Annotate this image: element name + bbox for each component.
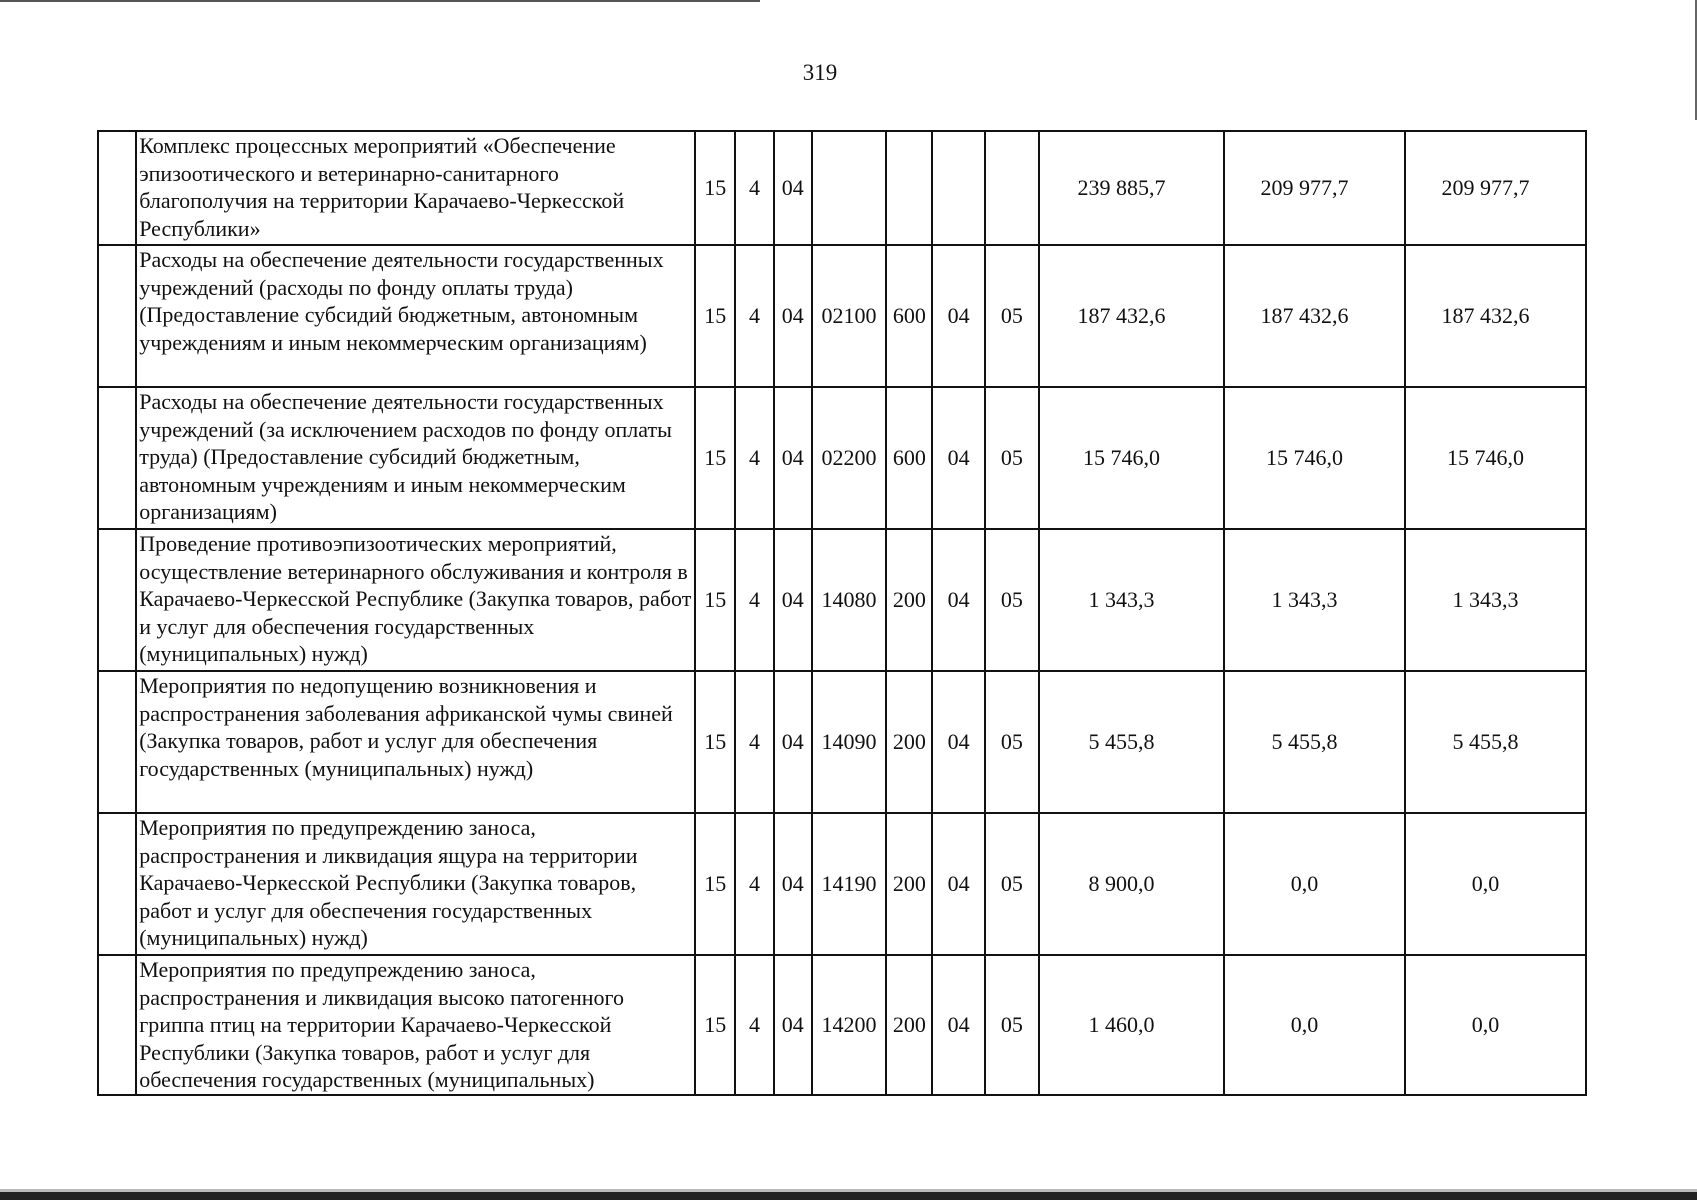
- section-cell: 04: [932, 529, 984, 671]
- table-row: [98, 955, 1586, 1095]
- subprogram-code-cell: 04: [774, 955, 812, 1095]
- expense-type-cell: 200: [886, 813, 932, 955]
- amount-year-2-cell: 0,0: [1224, 813, 1405, 955]
- expense-type-cell: 600: [886, 245, 932, 387]
- direction-code-cell: [812, 131, 886, 245]
- amount-year-3-cell: 15 746,0: [1405, 387, 1586, 529]
- amount-year-2-cell: 0,0: [1224, 955, 1405, 1095]
- subsection-cell: 05: [985, 955, 1039, 1095]
- amount-year-3-cell: 187 432,6: [1405, 245, 1586, 387]
- table-row: [98, 529, 1586, 671]
- amount-year-1-cell: 239 885,7: [1039, 131, 1224, 245]
- ministry-code-cell: 15: [695, 671, 735, 813]
- expense-type-cell: 200: [886, 671, 932, 813]
- amount-year-2-cell: 209 977,7: [1224, 131, 1405, 245]
- page-number: 319: [802, 60, 838, 85]
- ministry-code-cell: 15: [695, 813, 735, 955]
- description-cell: Мероприятия по предупреждению заноса, распространения и ликвидация высоко патогенного гриппа птиц на территории Карачаево-Черкесской Республики (Закупка товаров, работ и услуг для обеспечения государственных (муниципальных): [136, 955, 695, 1095]
- direction-code-cell: 14190: [812, 813, 886, 955]
- subsection-cell: 05: [985, 813, 1039, 955]
- section-cell: 04: [932, 671, 984, 813]
- amount-year-3-cell: 0,0: [1405, 955, 1586, 1095]
- scan-edge-bottom: [0, 1192, 1697, 1200]
- description-cell: Расходы на обеспечение деятельности государственных учреждений (за исключением расходов по фонду оплаты труда) (Предоставление субсидий бюджетным, автономным учреждениям и иным некоммерческим организациям): [136, 387, 695, 529]
- table-row: [98, 387, 1586, 529]
- amount-year-1-cell: 15 746,0: [1039, 387, 1224, 529]
- table-row: [98, 245, 1586, 387]
- description-cell: Мероприятия по недопущению возникновения и распространения заболевания африканской чумы свиней (Закупка товаров, работ и услуг для обеспечения государственных (муниципальных) нужд): [136, 671, 695, 813]
- table-row: [98, 813, 1586, 955]
- program-code-cell: 4: [735, 245, 773, 387]
- amount-year-2-cell: 187 432,6: [1224, 245, 1405, 387]
- program-code-cell: 4: [735, 387, 773, 529]
- subprogram-code-cell: 04: [774, 245, 812, 387]
- amount-year-3-cell: 5 455,8: [1405, 671, 1586, 813]
- row-number-cell: [98, 245, 136, 387]
- program-code-cell: 4: [735, 131, 773, 245]
- program-code-cell: 4: [735, 671, 773, 813]
- ministry-code-cell: 15: [695, 529, 735, 671]
- section-cell: 04: [932, 813, 984, 955]
- program-code-cell: 4: [735, 813, 773, 955]
- amount-year-1-cell: 8 900,0: [1039, 813, 1224, 955]
- description-cell: Комплекс процессных мероприятий «Обеспечение эпизоотического и ветеринарно-санитарного благополучия на территории Карачаево-Черкесской Республики»: [136, 131, 695, 245]
- amount-year-1-cell: 1 343,3: [1039, 529, 1224, 671]
- amount-year-1-cell: 187 432,6: [1039, 245, 1224, 387]
- amount-year-2-cell: 1 343,3: [1224, 529, 1405, 671]
- ministry-code-cell: 15: [695, 387, 735, 529]
- table-row: [98, 671, 1586, 813]
- amount-year-3-cell: 0,0: [1405, 813, 1586, 955]
- program-code-cell: 4: [735, 955, 773, 1095]
- subsection-cell: 05: [985, 529, 1039, 671]
- subprogram-code-cell: 04: [774, 813, 812, 955]
- budget-table: [97, 130, 1587, 1096]
- ministry-code-cell: 15: [695, 245, 735, 387]
- ministry-code-cell: 15: [695, 955, 735, 1095]
- expense-type-cell: 200: [886, 955, 932, 1095]
- direction-code-cell: 02100: [812, 245, 886, 387]
- row-number-cell: [98, 529, 136, 671]
- direction-code-cell: 02200: [812, 387, 886, 529]
- direction-code-cell: 14200: [812, 955, 886, 1095]
- direction-code-cell: 14090: [812, 671, 886, 813]
- subsection-cell: [985, 131, 1039, 245]
- row-number-cell: [98, 813, 136, 955]
- amount-year-3-cell: 1 343,3: [1405, 529, 1586, 671]
- expense-type-cell: 600: [886, 387, 932, 529]
- row-number-cell: [98, 955, 136, 1095]
- amount-year-1-cell: 5 455,8: [1039, 671, 1224, 813]
- amount-year-3-cell: 209 977,7: [1405, 131, 1586, 245]
- direction-code-cell: 14080: [812, 529, 886, 671]
- amount-year-1-cell: 1 460,0: [1039, 955, 1224, 1095]
- amount-year-2-cell: 5 455,8: [1224, 671, 1405, 813]
- subprogram-code-cell: 04: [774, 387, 812, 529]
- section-cell: 04: [932, 955, 984, 1095]
- ministry-code-cell: 15: [695, 131, 735, 245]
- amount-year-2-cell: 15 746,0: [1224, 387, 1405, 529]
- expense-type-cell: 200: [886, 529, 932, 671]
- section-cell: [932, 131, 984, 245]
- scan-edge-top: [0, 0, 760, 2]
- subsection-cell: 05: [985, 387, 1039, 529]
- table-row: [98, 131, 1586, 245]
- subprogram-code-cell: 04: [774, 131, 812, 245]
- expense-type-cell: [886, 131, 932, 245]
- section-cell: 04: [932, 245, 984, 387]
- description-cell: Расходы на обеспечение деятельности государственных учреждений (расходы по фонду оплаты труда) (Предоставление субсидий бюджетным, автономным учреждениям и иным некоммерческим организациям): [136, 245, 695, 387]
- section-cell: 04: [932, 387, 984, 529]
- subsection-cell: 05: [985, 245, 1039, 387]
- description-cell: Мероприятия по предупреждению заноса, распространения и ликвидация ящура на территории Карачаево-Черкесской Республики (Закупка товаров, работ и услуг для обеспечения государственных (муниципальных) нужд): [136, 813, 695, 955]
- description-cell: Проведение противоэпизоотических мероприятий, осуществление ветеринарного обслуживания и контроля в Карачаево-Черкесской Республике (Закупка товаров, работ и услуг для обеспечения государственных (муниципальных) нужд): [136, 529, 695, 671]
- program-code-cell: 4: [735, 529, 773, 671]
- subprogram-code-cell: 04: [774, 671, 812, 813]
- row-number-cell: [98, 131, 136, 245]
- subprogram-code-cell: 04: [774, 529, 812, 671]
- subsection-cell: 05: [985, 671, 1039, 813]
- row-number-cell: [98, 387, 136, 529]
- row-number-cell: [98, 671, 136, 813]
